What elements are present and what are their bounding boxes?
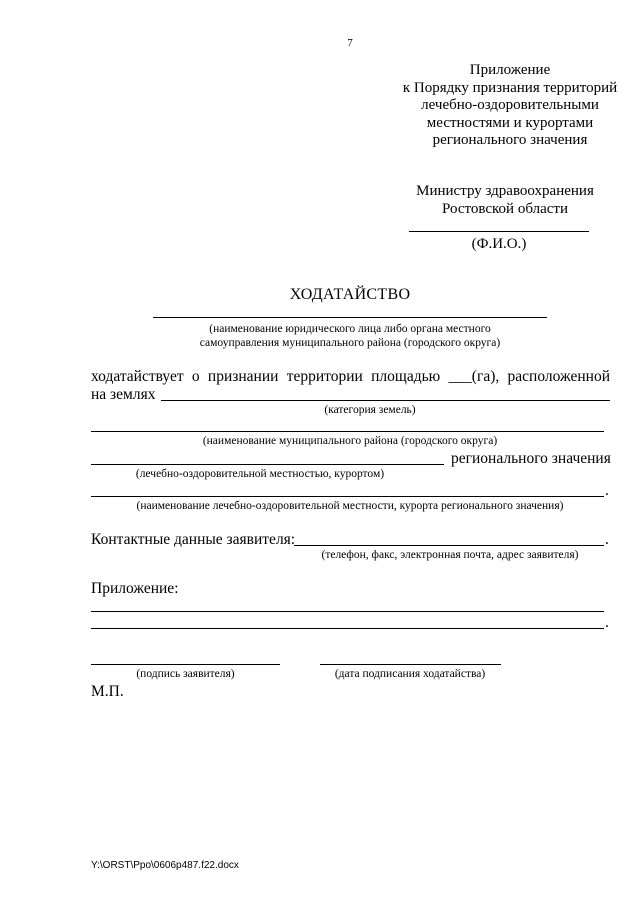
word: о xyxy=(191,368,200,385)
addressee-line: Министру здравоохранения xyxy=(416,183,594,199)
word: признании xyxy=(207,368,279,385)
appendix-line: местностями и курортами xyxy=(426,114,594,131)
date-caption: (дата подписания ходатайства) xyxy=(334,668,486,680)
addressee-line: Ростовской области xyxy=(442,200,568,217)
appendix-line: лечебно-оздоровительными xyxy=(421,97,599,113)
applicant-caption xyxy=(150,322,550,350)
period: . xyxy=(605,482,609,499)
land-category-line xyxy=(161,400,610,401)
resort-name-line xyxy=(91,496,604,497)
applicant-name-line xyxy=(153,317,547,318)
appendix-line: регионального значения xyxy=(432,132,588,148)
district-caption: (наименование муниципального района (городского округа) xyxy=(202,435,498,447)
appendix-line: к Порядку признания территорий xyxy=(402,79,618,96)
applicant-caption-line: (наименование юридического лица либо органа местного xyxy=(209,323,491,335)
district-line xyxy=(91,431,604,432)
date-line xyxy=(320,664,501,665)
attachment-line xyxy=(91,611,604,612)
word: территории xyxy=(286,368,363,385)
attachments-label: Приложение: xyxy=(91,580,179,597)
type-line xyxy=(91,464,444,465)
word: ___(га), xyxy=(448,368,500,385)
word: ходатайствует xyxy=(91,368,184,385)
stamp-placeholder: М.П. xyxy=(91,683,124,700)
contacts-line xyxy=(294,545,604,546)
fio-field-line xyxy=(409,231,589,232)
period: . xyxy=(605,614,609,631)
land-category-caption: (категория земель) xyxy=(324,404,416,416)
period: . xyxy=(605,531,609,548)
file-path: Y:\ORST\Ppo\0606p487.f22.docx xyxy=(91,860,239,871)
lands-prefix: на землях xyxy=(91,386,156,403)
addressee-block xyxy=(400,183,610,218)
appendix-header xyxy=(380,62,640,150)
document-title: ХОДАТАЙСТВО xyxy=(289,286,411,303)
fio-caption: (Ф.И.О.) xyxy=(471,236,527,252)
type-caption: (лечебно-оздоровительной местностью, курортом) xyxy=(135,468,385,480)
contacts-caption: (телефон, факс, электронная почта, адрес заявителя) xyxy=(321,549,579,561)
word: расположенной xyxy=(507,368,610,385)
attachment-line xyxy=(91,628,604,629)
appendix-line: Приложение xyxy=(469,62,551,78)
petition-line-1 xyxy=(91,368,610,386)
applicant-caption-line: самоуправления муниципального района (городского округа) xyxy=(199,337,501,349)
page-number: 7 xyxy=(347,37,353,49)
signature-caption: (подпись заявителя) xyxy=(136,668,235,680)
word: площадью xyxy=(371,368,441,385)
signature-line xyxy=(91,664,280,665)
regional-suffix: регионального значения xyxy=(451,450,611,467)
contacts-label: Контактные данные заявителя: xyxy=(91,531,296,548)
resort-name-caption: (наименование лечебно-оздоровительной местности, курорта регионального значения) xyxy=(136,500,564,512)
